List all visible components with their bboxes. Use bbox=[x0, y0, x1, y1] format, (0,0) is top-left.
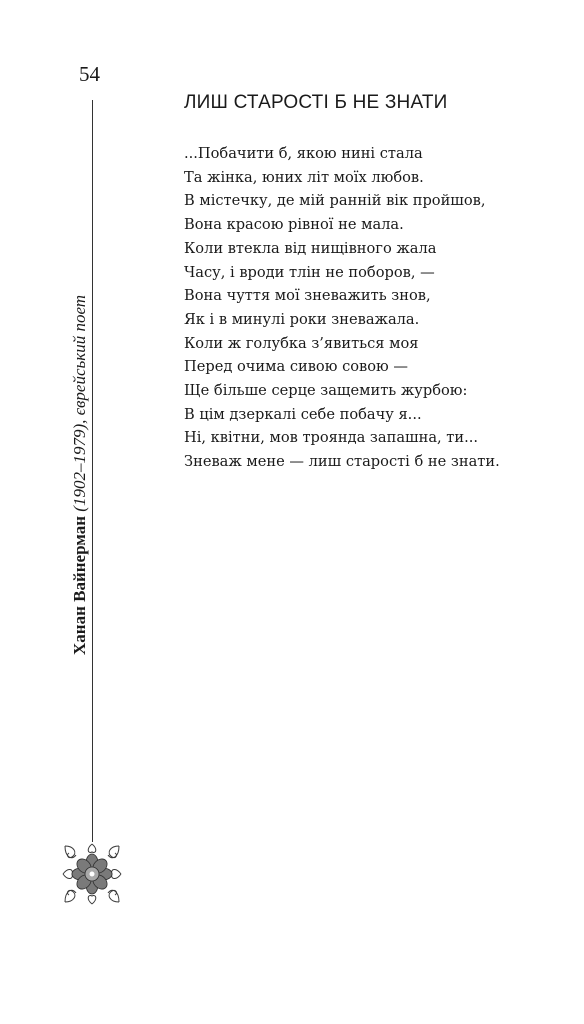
poem-line: Ні, квітни, мов троянда запашна, ти... bbox=[184, 429, 479, 447]
floral-ornament-icon bbox=[62, 843, 122, 905]
poem-line: В цім дзеркалі себе побачу я... bbox=[184, 405, 422, 423]
author-name: Ханан Вайнерман bbox=[70, 515, 89, 655]
poem-title: ЛИШ СТАРОСТІ Б НЕ ЗНАТИ bbox=[184, 92, 448, 113]
poem-line: В містечку, де мій ранній вік пройшов, bbox=[184, 192, 486, 210]
poem-line: Коли втекла від нищівного жала bbox=[184, 239, 437, 257]
poem-line: ...Побачити б, якою нині стала bbox=[184, 145, 423, 162]
poem-line: Коли ж голубка з’явиться моя bbox=[184, 334, 419, 352]
poem-body bbox=[184, 142, 564, 474]
poem-line: Як і в минулі роки зневажала. bbox=[184, 310, 420, 328]
poem-line: Перед очима сивою совою — bbox=[184, 358, 408, 376]
page-number: 54 bbox=[79, 62, 100, 86]
poem-line: Вона чуття мої зневажить знов, bbox=[184, 287, 431, 305]
poem-line: Ще більше серце защемить журбою: bbox=[184, 382, 468, 400]
poem-line: Вона красою рівної не мала. bbox=[184, 216, 404, 234]
author-caption bbox=[66, 275, 94, 655]
poem-line: Часу, і вроди тлін не поборов, — bbox=[184, 263, 435, 281]
poem-line: Зневаж мене — лиш старості б не знати. bbox=[184, 453, 500, 471]
author-years: (1902–1979), bbox=[70, 419, 89, 512]
author-description: єврейський поет bbox=[70, 294, 89, 416]
poem-line: Та жінка, юних літ моїх любов. bbox=[184, 168, 424, 186]
